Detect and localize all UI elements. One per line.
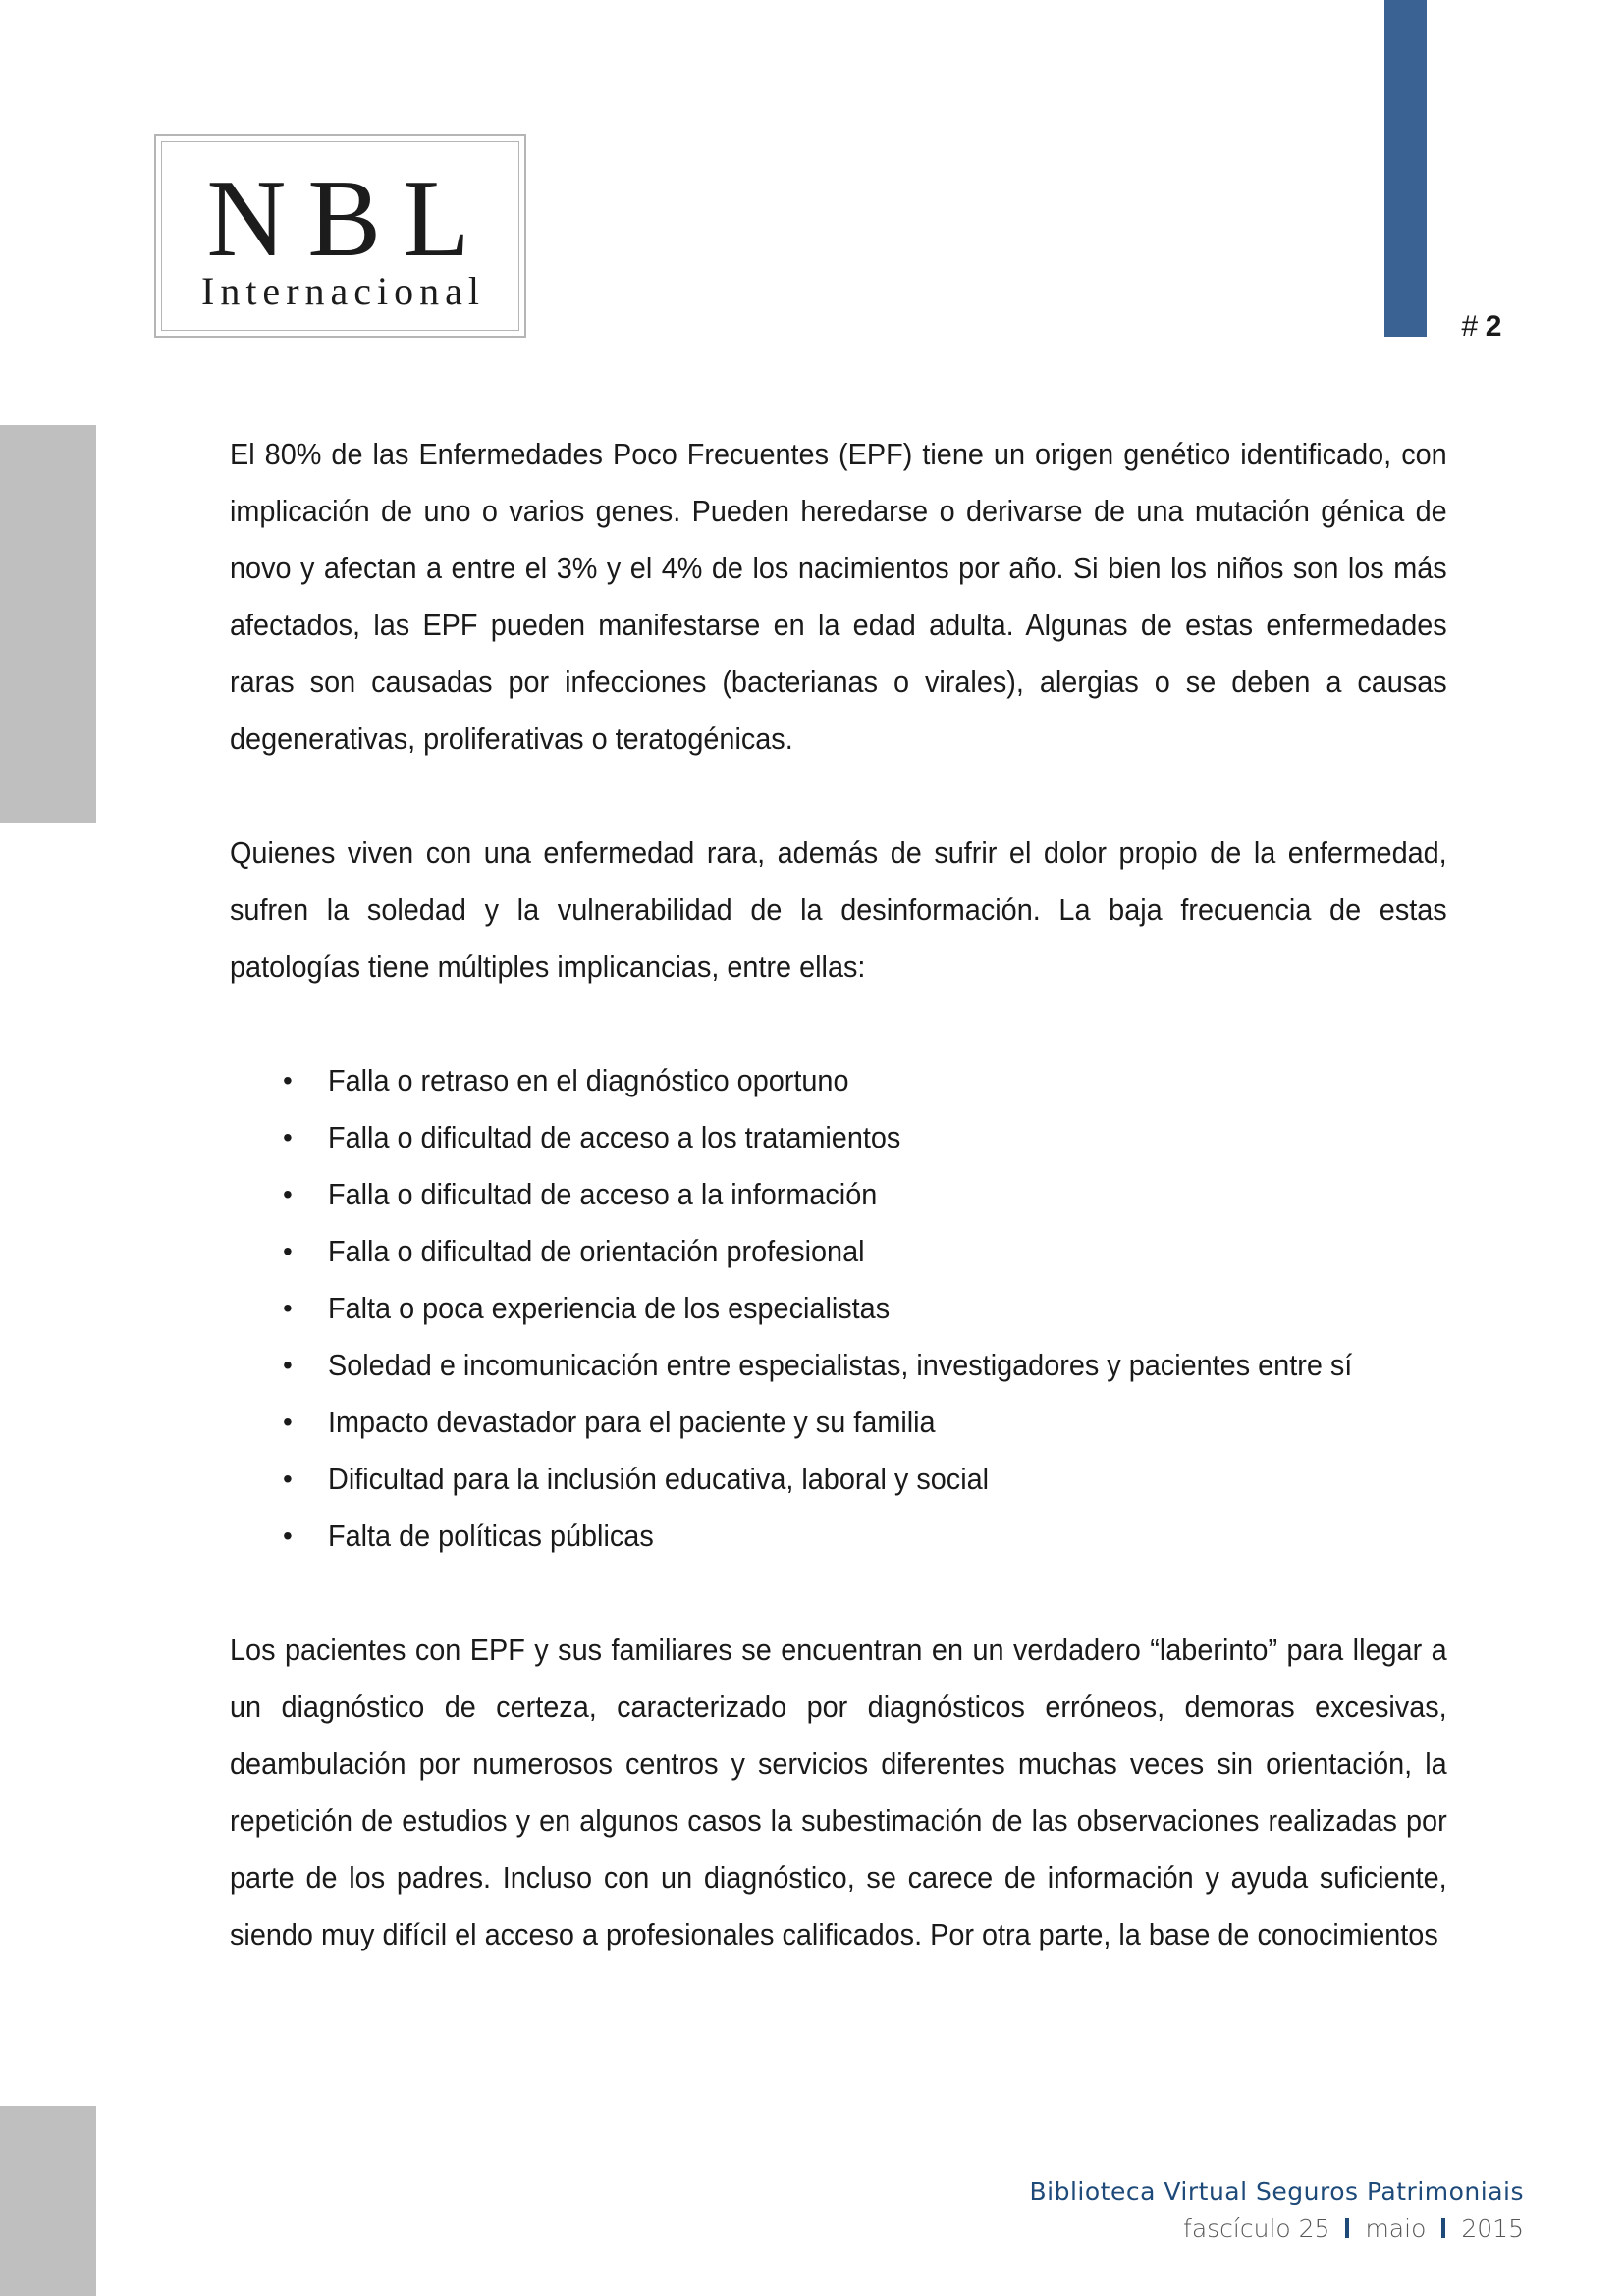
side-decoration-top bbox=[0, 425, 96, 823]
accent-bar bbox=[1384, 0, 1427, 337]
footer-month: maio bbox=[1365, 2215, 1427, 2243]
bullet-icon: • bbox=[283, 1407, 293, 1437]
list-item-text: Soledad e incomunicación entre especialistas, investigadores y pacientes entre sí bbox=[328, 1348, 1353, 1382]
list-item-text: Falla o dificultad de acceso a los tratamientos bbox=[328, 1120, 901, 1154]
bullet-icon: • bbox=[283, 1065, 293, 1095]
footer-separator bbox=[1345, 2218, 1349, 2238]
page-number-value: 2 bbox=[1485, 310, 1502, 343]
side-decoration-bottom bbox=[0, 2106, 96, 2296]
list-item-text: Falla o dificultad de acceso a la información bbox=[328, 1177, 878, 1211]
bullet-icon: • bbox=[283, 1521, 293, 1551]
paragraph-implications-intro: Quienes viven con una enfermedad rara, además de sufrir el dolor propio de la enfermedad, sufren la soledad y la vulnerabilidad de la desinformación. La baja frecuencia de estas patologías tiene múltiples implicancias, entre ellas: bbox=[230, 835, 1447, 984]
nbl-logo bbox=[154, 134, 526, 338]
list-item-text: Falta o poca experiencia de los especialistas bbox=[328, 1291, 891, 1325]
list-item bbox=[230, 1337, 1447, 1394]
list-item-text: Falla o dificultad de orientación profesional bbox=[328, 1234, 865, 1268]
footer-year: 2015 bbox=[1461, 2215, 1524, 2243]
list-item-text: Falla o retraso en el diagnóstico oportuno bbox=[328, 1063, 849, 1097]
bullet-icon: • bbox=[283, 1350, 293, 1380]
implications-list bbox=[230, 1052, 1447, 1565]
list-item bbox=[230, 1508, 1447, 1565]
bullet-icon: • bbox=[283, 1179, 293, 1209]
page-footer bbox=[1030, 2173, 1524, 2248]
footer-issue-info bbox=[1030, 2211, 1524, 2248]
list-item bbox=[230, 1451, 1447, 1508]
footer-fascicle: fascículo 25 bbox=[1183, 2215, 1330, 2243]
paragraph-genetic-origin: El 80% de las Enfermedades Poco Frecuentes (EPF) tiene un origen genético identificado, con implicación de uno o varios genes. Pueden heredarse o derivarse de una mutación génica de novo y afectan a entre el 3% y el 4% de los nacimientos por año. Si bien los niños son los más afectados, las EPF pueden manifestarse en la edad adulta. Algunas de estas enfermedades raras son causadas por infecciones (bacterianas o virales), alergias o se deben a causas degenerativas, proliferativas o teratogénicas. bbox=[230, 437, 1447, 756]
footer-publication-title: Biblioteca Virtual Seguros Patrimoniais bbox=[1029, 2177, 1524, 2206]
footer-separator bbox=[1441, 2218, 1445, 2238]
list-item-text: Impacto devastador para el paciente y su familia bbox=[328, 1405, 936, 1439]
article-body bbox=[230, 426, 1447, 1963]
bullet-icon: • bbox=[283, 1293, 293, 1323]
logo-sub-text: Internacional bbox=[201, 269, 485, 313]
list-item bbox=[230, 1280, 1447, 1337]
list-item-text: Dificultad para la inclusión educativa, laboral y social bbox=[328, 1462, 990, 1496]
list-item bbox=[230, 1166, 1447, 1223]
list-item bbox=[230, 1223, 1447, 1280]
page-number bbox=[1461, 310, 1501, 344]
bullet-icon: • bbox=[283, 1236, 293, 1266]
bullet-icon: • bbox=[283, 1122, 293, 1152]
list-item bbox=[230, 1052, 1447, 1109]
list-item-text: Falta de políticas públicas bbox=[328, 1519, 654, 1553]
bullet-icon: • bbox=[283, 1464, 293, 1494]
logo-main-text: NBL bbox=[206, 158, 492, 280]
list-item bbox=[230, 1394, 1447, 1451]
list-item bbox=[230, 1109, 1447, 1166]
paragraph-diagnosis-labyrinth: Los pacientes con EPF y sus familiares se encuentran en un verdadero “laberinto” para llegar a un diagnóstico de certeza, caracterizado por diagnósticos erróneos, demoras excesivas, deambulación por numerosos centros y servicios diferentes muchas veces sin orientación, la repetición de estudios y en algunos casos la subestimación de las observaciones realizadas por parte de los padres. Incluso con un diagnóstico, se carece de información y ayuda suficiente, siendo muy difícil el acceso a profesionales calificados. Por otra parte, la base de conocimientos bbox=[230, 1632, 1447, 1951]
page-number-symbol: # bbox=[1461, 310, 1478, 343]
